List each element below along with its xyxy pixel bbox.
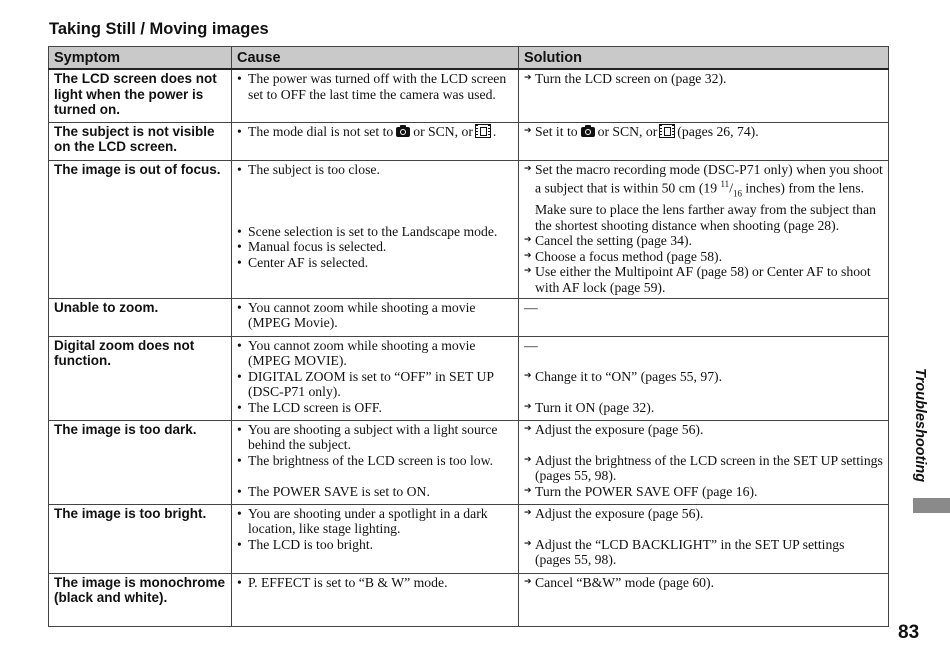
solution-item: ➔ Turn it ON (page 32).	[524, 400, 883, 416]
cause-item: • DIGITAL ZOOM is set to “OFF” in SET UP (DSC-P71 only).	[237, 369, 513, 400]
solution-item: ➔ Cancel the setting (page 34).	[524, 233, 883, 249]
solution-text: (pages 26, 74).	[677, 123, 759, 139]
solution-item: ➔ Cancel “B&W” mode (page 60).	[524, 575, 883, 591]
solution-dash: —	[524, 337, 538, 353]
symptom-cell: Digital zoom does not function.	[49, 336, 232, 420]
solution-cell	[519, 122, 889, 160]
cause-cell	[232, 336, 519, 420]
solution-item: ➔ Choose a focus method (page 58).	[524, 249, 883, 265]
cause-item: • You are shooting under a spotlight in a dark location, like stage lighting.	[237, 506, 513, 537]
solution-item: ➔ Turn the POWER SAVE OFF (page 16).	[524, 484, 883, 500]
camera-icon	[396, 127, 410, 137]
cause-item: • Scene selection is set to the Landscape mode.	[237, 224, 513, 240]
symptom-cell: The image is out of focus.	[49, 160, 232, 298]
symptom-cell: The subject is not visible on the LCD screen.	[49, 122, 232, 160]
table-row	[49, 160, 889, 298]
section-side-label: Troubleshooting	[912, 368, 928, 483]
solution-text: or SCN, or	[597, 123, 658, 139]
cause-text: The mode dial is not set to	[248, 123, 394, 139]
symptom-cell: The image is too bright.	[49, 504, 232, 573]
header-symptom: Symptom	[49, 47, 232, 70]
cause-item: • The brightness of the LCD screen is too low.	[237, 453, 513, 469]
solution-cell	[519, 504, 889, 573]
cause-item: • The power was turned off with the LCD screen set to OFF the last time the camera was used.	[237, 71, 513, 102]
cause-item: • You are shooting a subject with a light source behind the subject.	[237, 422, 513, 453]
solution-item: ➔ Set the macro recording mode (DSC-P71 only) when you shoot a subject that is within 50 cm (19 $^{11}/_{16}$ inches) from the lens. Make sure to place the lens farther away from the subject than the shortest shooting distance when shooting (page 28).	[524, 162, 883, 234]
solution-item: ➔ Turn the LCD screen on (page 32).	[524, 71, 883, 87]
cause-text: or SCN, or	[413, 123, 473, 139]
solution-item	[524, 124, 883, 140]
cause-item: • P. EFFECT is set to “B & W” mode.	[237, 575, 513, 591]
cause-item: • Manual focus is selected.	[237, 239, 513, 255]
cause-cell	[232, 122, 519, 160]
fraction-denominator: 16	[733, 188, 742, 199]
solution-item: ➔ Change it to “ON” (pages 55, 97).	[524, 369, 883, 385]
solution-cell	[519, 573, 889, 626]
cause-cell	[232, 298, 519, 336]
cause-cell	[232, 69, 519, 122]
symptom-cell: Unable to zoom.	[49, 298, 232, 336]
symptom-cell: The LCD screen does not light when the power is turned on.	[49, 69, 232, 122]
header-cause: Cause	[232, 47, 519, 70]
film-icon	[475, 124, 491, 138]
solution-cell	[519, 420, 889, 504]
camera-icon	[581, 127, 595, 137]
film-icon	[659, 124, 675, 138]
table-row	[49, 573, 889, 626]
cause-cell	[232, 160, 519, 298]
solution-text: Set the macro recording mode (DSC-P71 only) when you shoot a subject that is within 50 cm (19	[535, 161, 883, 196]
cause-cell	[232, 420, 519, 504]
cause-cell	[232, 573, 519, 626]
solution-item: ➔ Adjust the “LCD BACKLIGHT” in the SET UP settings (pages 55, 98).	[524, 537, 883, 568]
cause-item: • You cannot zoom while shooting a movie (MPEG Movie).	[237, 300, 513, 331]
cause-item: • The subject is too close.	[237, 162, 513, 178]
cause-text: .	[492, 123, 497, 139]
cause-item: • The LCD screen is OFF.	[237, 400, 513, 416]
table-row	[49, 298, 889, 336]
cause-item: • You cannot zoom while shooting a movie (MPEG MOVIE).	[237, 338, 513, 369]
section-tab-marker	[913, 498, 950, 513]
table-row	[49, 336, 889, 420]
cause-item: • The POWER SAVE is set to ON.	[237, 484, 513, 500]
cause-item: • Center AF is selected.	[237, 255, 513, 271]
table-row	[49, 504, 889, 573]
page-number: 83	[898, 622, 920, 643]
solution-item: ➔ Use either the Multipoint AF (page 58) or Center AF to shoot with AF lock (page 59).	[524, 264, 883, 295]
table-row	[49, 420, 889, 504]
solution-item: ➔ Adjust the brightness of the LCD screen in the SET UP settings (pages 55, 98).	[524, 453, 883, 484]
solution-item: ➔ Adjust the exposure (page 56).	[524, 506, 883, 522]
fraction-numerator: 11	[720, 179, 730, 190]
solution-text: Set it to	[535, 123, 578, 139]
solution-item: ➔ Adjust the exposure (page 56).	[524, 422, 883, 438]
solution-cell	[519, 336, 889, 420]
page-title: Taking Still / Moving images	[49, 20, 269, 38]
solution-cell	[519, 160, 889, 298]
table-row	[49, 69, 889, 122]
symptom-cell: The image is too dark.	[49, 420, 232, 504]
header-solution: Solution	[519, 47, 889, 70]
cause-cell	[232, 504, 519, 573]
solution-text: inches) from the lens. Make sure to place the lens farther away from the subject than the shortest shooting distance when shooting (page 28).	[535, 180, 876, 233]
cause-item: • The LCD is too bright.	[237, 537, 513, 553]
troubleshooting-table	[48, 46, 889, 627]
solution-cell	[519, 69, 889, 122]
solution-dash: —	[524, 299, 538, 315]
symptom-cell: The image is monochrome (black and white).	[49, 573, 232, 626]
solution-cell	[519, 298, 889, 336]
cause-item	[237, 124, 513, 140]
table-header-row	[49, 47, 889, 70]
table-row	[49, 122, 889, 160]
